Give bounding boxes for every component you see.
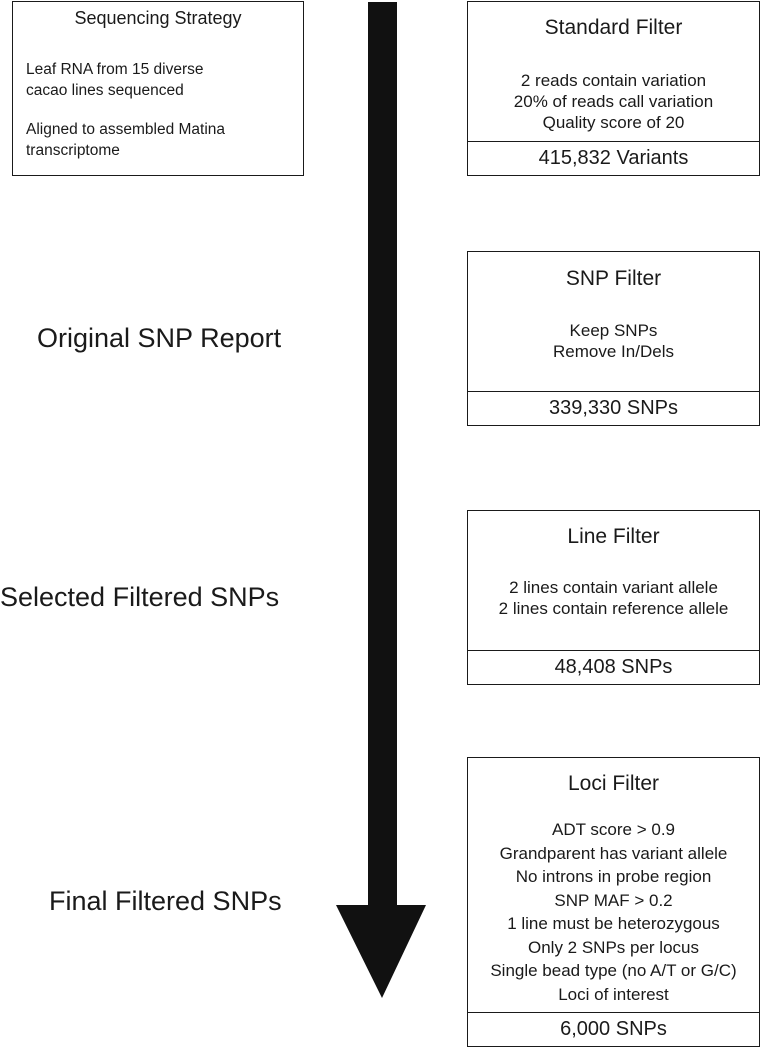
sequencing-strategy-title: Sequencing Strategy [74,8,242,28]
filter-title: Standard Filter [544,16,683,39]
sequencing-strategy-box [12,1,304,176]
filter-count: 415,832 Variants [468,141,759,175]
filter-criteria [468,818,759,1006]
stage-label-original: Original SNP Report [37,323,282,353]
stage-label-final: Final Filtered SNPs [49,886,282,916]
filter-title: SNP Filter [565,267,662,290]
criterion: 2 lines contain reference allele [498,599,729,618]
filter-box-line [467,510,760,685]
criterion: No introns in probe region [515,867,712,886]
filter-box-snp [467,251,760,426]
filter-title: Loci Filter [567,772,660,795]
criterion: 2 lines contain variant allele [509,578,718,597]
filter-criteria [468,577,759,619]
criterion: 20% of reads call variation [513,92,714,111]
filter-count: 6,000 SNPs [468,1012,759,1046]
sequencing-strategy-text-1: Leaf RNA from 15 diverse cacao lines sequenced [26,61,204,99]
criterion: ADT score > 0.9 [552,820,675,839]
down-arrow-icon [336,2,426,998]
criterion: SNP MAF > 0.2 [554,890,673,910]
criterion: 2 reads contain variation [520,71,707,90]
criterion: Only 2 SNPs per locus [527,937,699,957]
criterion: Keep SNPs [569,321,658,340]
filter-box-loci [467,757,760,1047]
criterion: Remove In/Dels [553,342,674,361]
sequencing-strategy-text-2: Aligned to assembled Matina transcriptome [26,121,226,159]
criterion: 1 line must be heterozygous [507,914,720,933]
criterion: Quality score of 20 [542,113,685,132]
filter-title: Line Filter [567,525,660,548]
filter-box-standard [467,1,760,176]
filter-criteria [468,70,759,133]
filter-criteria [468,320,759,362]
filter-count: 48,408 SNPs [468,650,759,684]
stage-label-selected: Selected Filtered SNPs [0,582,280,612]
criterion: Loci of interest [558,984,669,1004]
criterion: Grandparent has variant allele [499,843,728,863]
criterion: Single bead type (no A/T or G/C) [490,961,737,980]
filter-count: 339,330 SNPs [468,391,759,425]
